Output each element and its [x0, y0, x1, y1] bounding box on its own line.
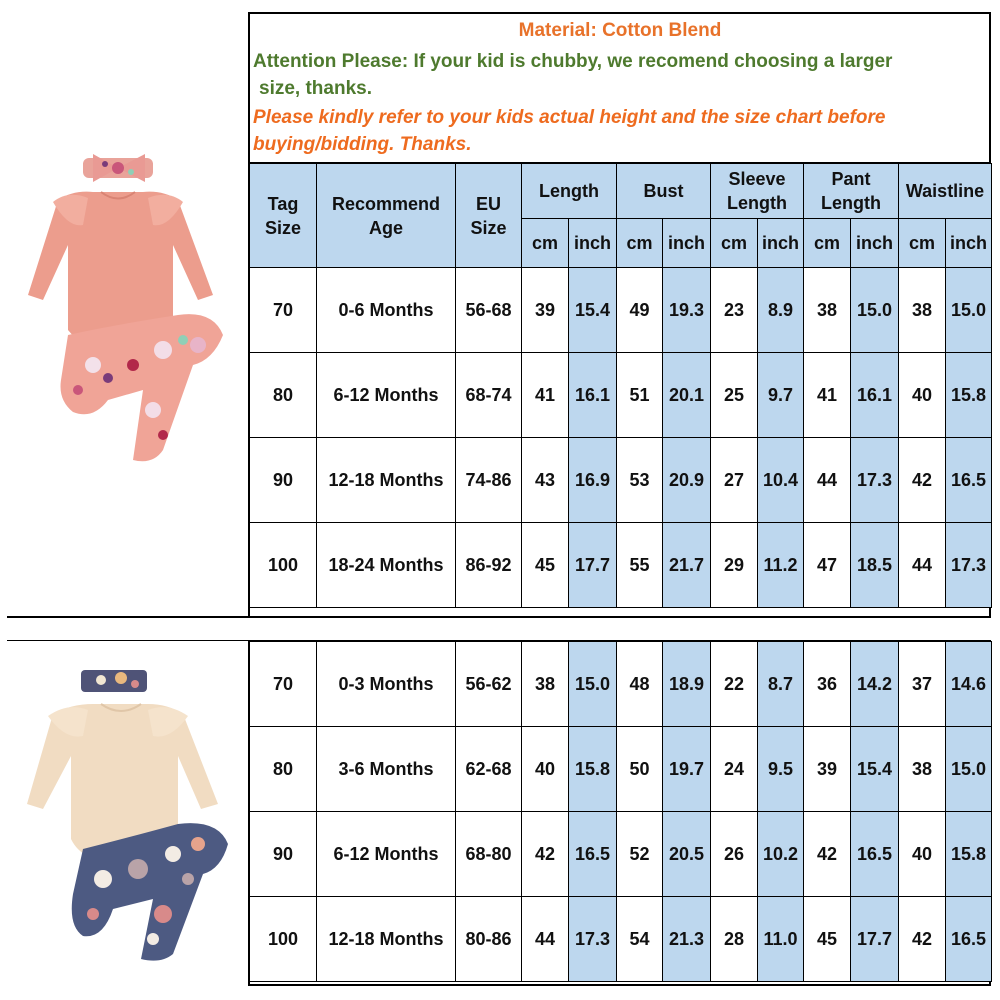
cell-tag: 90 — [250, 438, 317, 523]
cell-bust-inch: 20.5 — [663, 812, 711, 897]
header-waistline: Waistline — [899, 164, 992, 219]
cell-length-cm: 43 — [522, 438, 569, 523]
unit-inch: inch — [946, 219, 992, 268]
cell-eu: 74-86 — [456, 438, 522, 523]
cell-waist-inch: 15.8 — [946, 353, 992, 438]
cell-length-inch: 16.9 — [569, 438, 617, 523]
cell-bust-inch: 21.3 — [663, 897, 711, 982]
cell-eu: 86-92 — [456, 523, 522, 608]
header-bust: Bust — [617, 164, 711, 219]
header-pant-length: Pant Length — [804, 164, 899, 219]
cell-sleeve-cm: 22 — [711, 642, 758, 727]
header-sleeve-length: Sleeve Length — [711, 164, 804, 219]
cell-eu: 56-62 — [456, 642, 522, 727]
cell-waist-inch: 15.8 — [946, 812, 992, 897]
cell-sleeve-cm: 27 — [711, 438, 758, 523]
cell-length-cm: 40 — [522, 727, 569, 812]
cell-sleeve-inch: 10.2 — [758, 812, 804, 897]
cell-waist-cm: 42 — [899, 897, 946, 982]
cell-length-inch: 15.4 — [569, 268, 617, 353]
headband-icon — [83, 154, 153, 182]
cell-bust-inch: 21.7 — [663, 523, 711, 608]
cell-bust-cm: 54 — [617, 897, 663, 982]
cell-sleeve-inch: 11.0 — [758, 897, 804, 982]
cell-eu: 56-68 — [456, 268, 522, 353]
refer-line-2: buying/bidding. Thanks. — [253, 134, 472, 155]
cell-pant-inch: 14.2 — [851, 642, 899, 727]
unit-cm: cm — [617, 219, 663, 268]
size-table-beige-outfit — [249, 641, 992, 982]
cell-bust-cm: 53 — [617, 438, 663, 523]
cell-waist-inch: 15.0 — [946, 268, 992, 353]
cell-tag: 80 — [250, 727, 317, 812]
unit-inch: inch — [569, 219, 617, 268]
cell-length-cm: 41 — [522, 353, 569, 438]
cell-waist-inch: 14.6 — [946, 642, 992, 727]
cell-age: 12-18 Months — [317, 897, 456, 982]
cell-waist-inch: 15.0 — [946, 727, 992, 812]
cell-pant-cm: 38 — [804, 268, 851, 353]
unit-cm: cm — [711, 219, 758, 268]
cell-pant-inch: 15.0 — [851, 268, 899, 353]
cell-bust-inch: 19.3 — [663, 268, 711, 353]
floral-pants-icon — [60, 314, 223, 461]
cell-waist-cm: 38 — [899, 727, 946, 812]
cell-waist-inch: 16.5 — [946, 897, 992, 982]
cell-eu: 68-74 — [456, 353, 522, 438]
cell-pant-inch: 15.4 — [851, 727, 899, 812]
cell-eu: 80-86 — [456, 897, 522, 982]
cell-sleeve-cm: 26 — [711, 812, 758, 897]
cell-sleeve-inch: 9.7 — [758, 353, 804, 438]
cell-bust-cm: 52 — [617, 812, 663, 897]
cell-length-cm: 45 — [522, 523, 569, 608]
cell-waist-cm: 44 — [899, 523, 946, 608]
cell-sleeve-inch: 9.5 — [758, 727, 804, 812]
cell-length-inch: 16.1 — [569, 353, 617, 438]
table-row — [250, 727, 992, 812]
cell-pant-inch: 17.3 — [851, 438, 899, 523]
cell-tag: 70 — [250, 268, 317, 353]
cell-length-inch: 17.3 — [569, 897, 617, 982]
unit-inch: inch — [851, 219, 899, 268]
cell-bust-cm: 51 — [617, 353, 663, 438]
cell-bust-inch: 19.7 — [663, 727, 711, 812]
cell-pant-cm: 39 — [804, 727, 851, 812]
header-tag-size: Tag Size — [250, 164, 317, 268]
cell-age: 0-3 Months — [317, 642, 456, 727]
cell-sleeve-cm: 23 — [711, 268, 758, 353]
cell-bust-cm: 48 — [617, 642, 663, 727]
cell-age: 3-6 Months — [317, 727, 456, 812]
attention-note — [253, 48, 987, 102]
cell-sleeve-inch: 11.2 — [758, 523, 804, 608]
cell-pant-cm: 45 — [804, 897, 851, 982]
cell-sleeve-inch: 8.7 — [758, 642, 804, 727]
cell-age: 18-24 Months — [317, 523, 456, 608]
cell-pant-inch: 17.7 — [851, 897, 899, 982]
table-row — [250, 353, 992, 438]
cell-sleeve-cm: 28 — [711, 897, 758, 982]
table-row — [250, 438, 992, 523]
size-table-pink-outfit — [249, 163, 992, 608]
cell-pant-inch: 16.1 — [851, 353, 899, 438]
cell-pant-cm: 41 — [804, 353, 851, 438]
cell-bust-cm: 50 — [617, 727, 663, 812]
cell-length-inch: 15.8 — [569, 727, 617, 812]
cell-age: 12-18 Months — [317, 438, 456, 523]
cell-eu: 62-68 — [456, 727, 522, 812]
cell-age: 0-6 Months — [317, 268, 456, 353]
cell-age: 6-12 Months — [317, 353, 456, 438]
unit-cm: cm — [899, 219, 946, 268]
cell-pant-inch: 16.5 — [851, 812, 899, 897]
cell-sleeve-inch: 8.9 — [758, 268, 804, 353]
attention-line-2: size, thanks. — [259, 78, 372, 99]
cell-waist-cm: 40 — [899, 812, 946, 897]
cell-length-cm: 39 — [522, 268, 569, 353]
cell-length-inch: 15.0 — [569, 642, 617, 727]
cell-bust-inch: 18.9 — [663, 642, 711, 727]
cell-pant-cm: 36 — [804, 642, 851, 727]
cell-sleeve-cm: 29 — [711, 523, 758, 608]
cell-length-inch: 17.7 — [569, 523, 617, 608]
cell-bust-inch: 20.9 — [663, 438, 711, 523]
refer-line-1: Please kindly refer to your kids actual height and the size chart before — [253, 107, 886, 128]
cell-tag: 90 — [250, 812, 317, 897]
cell-tag: 80 — [250, 353, 317, 438]
cell-pant-inch: 18.5 — [851, 523, 899, 608]
cell-length-inch: 16.5 — [569, 812, 617, 897]
cell-waist-cm: 37 — [899, 642, 946, 727]
header-eu-size: EU Size — [456, 164, 522, 268]
cell-length-cm: 42 — [522, 812, 569, 897]
refer-note — [253, 104, 987, 158]
cell-tag: 70 — [250, 642, 317, 727]
table-row — [250, 642, 992, 727]
cell-bust-cm: 55 — [617, 523, 663, 608]
cell-sleeve-inch: 10.4 — [758, 438, 804, 523]
unit-cm: cm — [804, 219, 851, 268]
headband-icon — [81, 670, 147, 692]
cell-sleeve-cm: 25 — [711, 353, 758, 438]
unit-inch: inch — [758, 219, 804, 268]
table-row — [250, 812, 992, 897]
unit-inch: inch — [663, 219, 711, 268]
product-image-pink-outfit — [7, 12, 250, 617]
material-note: Material: Cotton Blend — [518, 20, 722, 41]
header-recommend-age: Recommend Age — [317, 164, 456, 268]
beige-outfit-illustration — [13, 664, 243, 964]
attention-line-1: Attention Please: If your kid is chubby, we recomend choosing a larger — [253, 51, 893, 72]
cell-eu: 68-80 — [456, 812, 522, 897]
cell-waist-cm: 40 — [899, 353, 946, 438]
notes-section — [249, 12, 991, 164]
table-row — [250, 523, 992, 608]
table-header-row — [250, 164, 992, 219]
cell-bust-cm: 49 — [617, 268, 663, 353]
header-length: Length — [522, 164, 617, 219]
table-row — [250, 897, 992, 982]
cell-length-cm: 38 — [522, 642, 569, 727]
table-row — [250, 268, 992, 353]
cell-pant-cm: 47 — [804, 523, 851, 608]
cell-sleeve-cm: 24 — [711, 727, 758, 812]
product-image-beige-outfit — [7, 641, 250, 986]
cell-waist-cm: 38 — [899, 268, 946, 353]
cell-pant-cm: 42 — [804, 812, 851, 897]
cell-tag: 100 — [250, 523, 317, 608]
cell-waist-inch: 17.3 — [946, 523, 992, 608]
section-separator — [7, 616, 991, 642]
cell-bust-inch: 20.1 — [663, 353, 711, 438]
pink-outfit-illustration — [13, 150, 243, 480]
cell-waist-cm: 42 — [899, 438, 946, 523]
cell-waist-inch: 16.5 — [946, 438, 992, 523]
cell-age: 6-12 Months — [317, 812, 456, 897]
cell-length-cm: 44 — [522, 897, 569, 982]
cell-pant-cm: 44 — [804, 438, 851, 523]
cell-tag: 100 — [250, 897, 317, 982]
unit-cm: cm — [522, 219, 569, 268]
